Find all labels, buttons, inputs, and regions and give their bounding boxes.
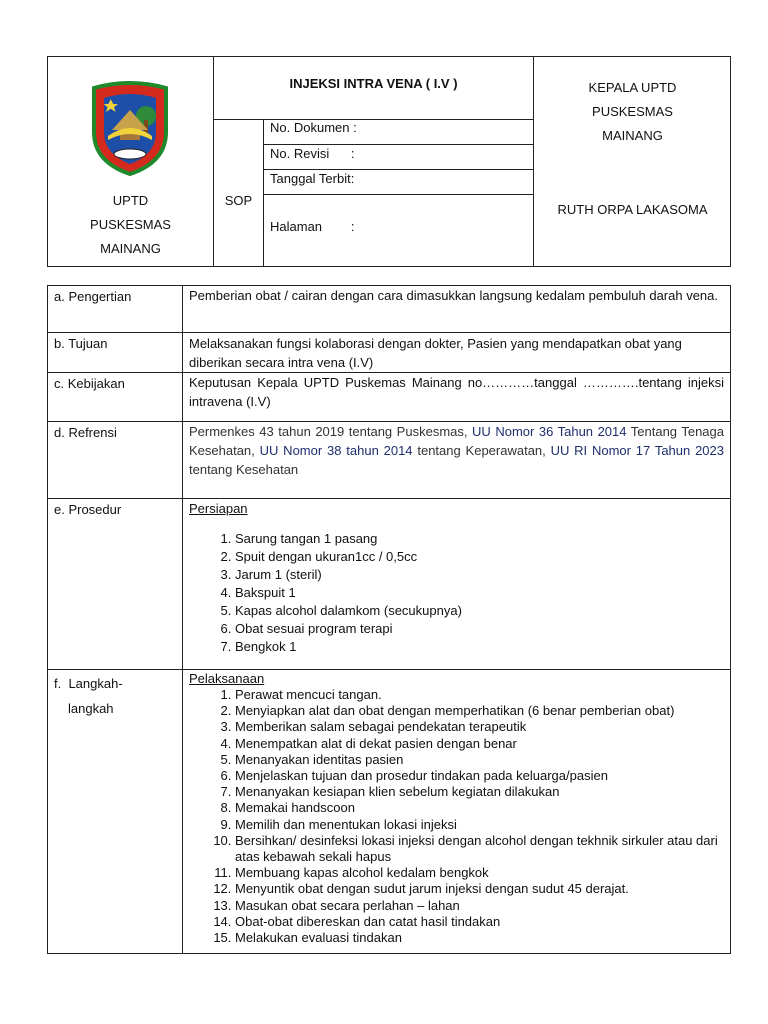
section-heading: Persiapan xyxy=(189,501,248,516)
list-item: 8. Memakai handscoon xyxy=(235,800,724,816)
ref-text: tentang Kesehatan xyxy=(189,462,299,477)
row-prosedur xyxy=(48,499,731,670)
org-line-2: PUSKESMAS xyxy=(90,217,171,232)
list-item: 2. Menyiapkan alat dan obat dengan memperhatikan (6 benar pemberian obat) xyxy=(235,703,724,719)
row-kebijakan xyxy=(48,373,731,422)
header-divider xyxy=(213,119,534,120)
ref-text: tentang Keperawatan, xyxy=(412,443,551,458)
row-text: Keputusan Kepala UPTD Puskemas Mainang no…………tanggal ………….tentang injeksi intravena (I.V) xyxy=(183,373,731,422)
row-label xyxy=(48,670,183,954)
sop-label: SOP xyxy=(224,193,253,208)
list-item: 5. Menanyakan identitas pasien xyxy=(235,752,724,768)
list-item: 13. Masukan obat secara perlahan – lahan xyxy=(235,898,724,914)
right-line-2: PUSKESMAS xyxy=(592,104,673,119)
ref-text: Tentang Tenaga Kesehatan, xyxy=(189,424,724,458)
row-label: d. Refrensi xyxy=(48,422,183,499)
right-line-1: KEPALA UPTD xyxy=(588,80,677,95)
list-item: 3. Jarum 1 (steril) xyxy=(235,566,724,584)
list-item: 6. Obat sesuai program terapi xyxy=(235,620,724,638)
row-content xyxy=(183,499,731,670)
list-item: 4. Bakspuit 1 xyxy=(235,584,724,602)
row-text: Melaksanakan fungsi kolaborasi dengan dokter, Pasien yang mendapatkan obat yang diberikan secara intra vena (I.V) xyxy=(183,333,731,373)
persiapan-list xyxy=(189,530,724,656)
row-label: e. Prosedur xyxy=(48,499,183,670)
list-item: 6. Menjelaskan tujuan dan prosedur tindakan pada keluarga/pasien xyxy=(235,768,724,784)
list-item: 3. Memberikan salam sebagai pendekatan terapeutik xyxy=(235,719,724,735)
row-label: b. Tujuan xyxy=(48,333,183,373)
list-item: 12. Menyuntik obat dengan sudut jarum injeksi dengan sudut 45 derajat. xyxy=(235,881,724,897)
row-label: c. Kebijakan xyxy=(48,373,183,422)
regency-logo xyxy=(90,80,170,176)
no-dokumen-field: No. Dokumen : xyxy=(270,120,357,135)
ref-link-uu-36-2014[interactable]: UU Nomor 36 Tahun 2014 xyxy=(472,424,627,439)
ref-text: Permenkes 43 tahun 2019 tentang Puskesmas, xyxy=(189,424,473,439)
row-langkah xyxy=(48,670,731,954)
section-heading: Pelaksanaan xyxy=(189,671,265,686)
list-item: 2. Spuit dengan ukuran1cc / 0,5cc xyxy=(235,548,724,566)
row-content xyxy=(183,670,731,954)
list-item: 7. Bengkok 1 xyxy=(235,638,724,656)
no-revisi-field: No. Revisi : xyxy=(270,146,355,161)
row-pengertian xyxy=(48,286,731,333)
header-divider xyxy=(263,119,264,267)
ref-link-uu-17-2023[interactable]: UU RI Nomor 17 Tahun 2023 xyxy=(550,443,724,458)
list-item: 9. Memilih dan menentukan lokasi injeksi xyxy=(235,817,724,833)
row-label: a. Pengertian xyxy=(48,286,183,333)
tanggal-terbit-field: Tanggal Terbit: xyxy=(270,171,355,186)
org-line-1: UPTD xyxy=(112,193,149,208)
list-item: 1. Sarung tangan 1 pasang xyxy=(235,530,724,548)
header-divider xyxy=(263,194,534,195)
pelaksanaan-list xyxy=(189,687,724,946)
list-item: 15. Melakukan evaluasi tindakan xyxy=(235,930,724,946)
label-part: f. Langkah- xyxy=(54,676,123,691)
list-item: 7. Menanyakan kesiapan klien sebelum kegiatan dilakukan xyxy=(235,784,724,800)
row-refrensi xyxy=(48,422,731,499)
list-item: 1. Perawat mencuci tangan. xyxy=(235,687,724,703)
signatory-name: RUTH ORPA LAKASOMA xyxy=(557,202,708,217)
list-item: 11. Membuang kapas alcohol kedalam bengkok xyxy=(235,865,724,881)
row-tujuan xyxy=(48,333,731,373)
list-item: 4. Menempatkan alat di dekat pasien dengan benar xyxy=(235,736,724,752)
row-text xyxy=(183,422,731,499)
row-text: Pemberian obat / cairan dengan cara dimasukkan langsung kedalam pembuluh darah vena. xyxy=(183,286,731,333)
sop-content-table xyxy=(47,285,731,954)
label-part: langkah xyxy=(68,701,114,716)
document-title: INJEKSI INTRA VENA ( I.V ) xyxy=(289,76,458,91)
list-item: 5. Kapas alcohol dalamkom (secukupnya) xyxy=(235,602,724,620)
ref-link-uu-38-2014[interactable]: UU Nomor 38 tahun 2014 xyxy=(259,443,413,458)
halaman-field: Halaman : xyxy=(270,219,355,234)
list-item: 10. Bersihkan/ desinfeksi lokasi injeksi dengan alcohol dengan tekhnik sirkuler atau dari atas kebawah sekali hapus xyxy=(235,833,724,865)
org-line-3: MAINANG xyxy=(100,241,161,256)
list-item: 14. Obat-obat dibereskan dan catat hasil tindakan xyxy=(235,914,724,930)
right-line-3: MAINANG xyxy=(602,128,663,143)
